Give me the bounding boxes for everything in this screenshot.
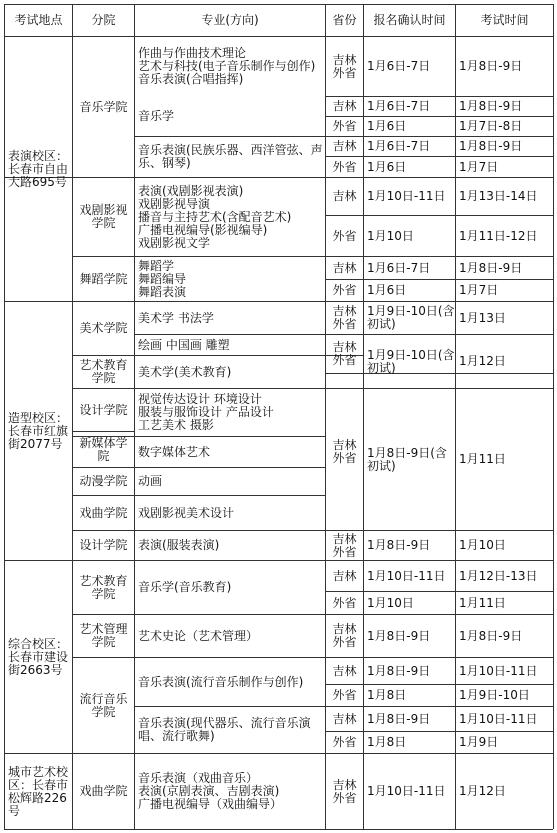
confirm-time: 1月8日-9日 [367, 538, 431, 552]
college-art-education: 艺术教育学院 [79, 358, 128, 385]
campus-performance: 表演校区：长春市自由大路695号 [8, 148, 69, 189]
exam-time: 1月10日-11日 [459, 663, 538, 678]
college-opera: 戏曲学院 [79, 505, 128, 520]
header-college: 分院 [91, 13, 116, 27]
college-dance: 舞蹈学院 [79, 271, 128, 286]
province-both: 吉林 外省 [332, 777, 357, 805]
major-stage-design: 戏剧影视美术设计 [138, 505, 235, 520]
confirm-time: 1月6日-7日 [367, 59, 431, 73]
exam-time: 1月12日-13日 [459, 568, 538, 583]
confirm-time: 1月8日-9日 [367, 628, 431, 643]
province-both: 吉林 外省 [332, 52, 357, 80]
province-jilin: 吉林 [332, 99, 357, 113]
exam-time: 1月8日-9日 [459, 628, 523, 643]
province-outside: 外省 [332, 159, 357, 174]
province-both: 吉林 外省 [332, 304, 357, 331]
confirm-time: 1月9日-10日(含初试) [367, 304, 455, 331]
exam-time: 1月8日-9日 [459, 260, 523, 275]
confirm-time: 1月9日-10日(含初试) [367, 347, 455, 375]
province-both: 吉林 外省 [332, 438, 357, 465]
major-animation: 动画 [138, 474, 163, 488]
exam-time: 1月8日-9日 [459, 59, 523, 73]
confirm-time: 1月10日 [367, 228, 414, 243]
confirm-time: 1月8日 [367, 735, 407, 749]
province-jilin: 吉林 [332, 663, 357, 678]
confirm-time: 1月6日 [367, 119, 407, 133]
province-jilin: 吉林 [332, 139, 357, 153]
major-instrumental: 音乐表演(民族乐器、西洋管弦、声乐、钢琴) [138, 143, 323, 170]
major-art-history: 艺术史论（艺术管理） [138, 628, 259, 643]
confirm-time: 1月8日-9日 [367, 711, 431, 726]
exam-time: 1月8日-9日 [459, 99, 523, 113]
province-jilin: 吉林 [332, 711, 357, 726]
header-province: 省份 [332, 13, 357, 27]
province-jilin: 吉林 [332, 568, 357, 583]
province-outside: 外省 [332, 283, 357, 297]
major-fine-arts-calligraphy: 美术学 书法学 [138, 310, 214, 325]
confirm-time: 1月8日-9日(含初试) [367, 445, 447, 473]
campus-urban-art: 城市艺术校区：长春市松辉路226号 [8, 764, 69, 818]
exam-time: 1月11日 [459, 595, 506, 610]
major-pop-performance: 音乐表演(现代器乐、流行音乐演唱、流行歌舞) [138, 716, 311, 743]
college-art-management: 艺术管理学院 [79, 622, 128, 649]
confirm-time: 1月10日-11日 [367, 189, 446, 203]
college-design-performance: 设计学院 [79, 538, 128, 552]
college-opera-2: 戏曲学院 [79, 784, 128, 798]
confirm-time: 1月6日-7日 [367, 99, 431, 113]
province-outside: 外省 [332, 688, 357, 702]
major-opera: 音乐表演（戏曲音乐） 表演(京剧表演、吉剧表演) 广播电视编导（戏曲编导） [138, 771, 283, 811]
header-exam-time: 考试时间 [480, 13, 529, 27]
major-digital-media: 数字媒体艺术 [138, 444, 211, 459]
confirm-time: 1月10日-11日 [367, 568, 446, 583]
header-confirm-time: 报名确认时间 [373, 13, 446, 27]
exam-time: 1月11日-12日 [459, 228, 538, 243]
exam-time: 1月13日-14日 [459, 189, 538, 203]
exam-time: 1月10日 [459, 538, 506, 552]
exam-time: 1月8日-9日 [459, 139, 523, 153]
campus-comprehensive: 综合校区：长春市建设街2663号 [8, 636, 69, 677]
major-dance: 舞蹈学 舞蹈编导 舞蹈表演 [138, 258, 187, 299]
province-both: 吉林 外省 [332, 622, 357, 649]
confirm-time: 1月8日-9日 [367, 663, 431, 678]
college-music: 音乐学院 [79, 99, 128, 114]
major-design: 视觉传达设计 环境设计 服装与服饰设计 产品设计 工艺美术 摄影 [138, 392, 274, 432]
exam-time: 1月7日 [459, 159, 499, 174]
province-jilin: 吉林 [332, 189, 357, 203]
major-drama-film: 表演(戏剧影视表演) 戏剧影视导演 播音与主持艺术(含配音艺术) 广播电视编导(影视编导) 戏剧影视文学 [138, 183, 292, 250]
exam-time: 1月10日-11日 [459, 711, 538, 726]
college-animation: 动漫学院 [79, 474, 128, 488]
exam-time: 1月7日 [459, 283, 499, 297]
exam-time: 1月11日 [459, 452, 506, 466]
confirm-time: 1月8日 [367, 688, 407, 702]
exam-time: 1月9日 [459, 735, 499, 749]
exam-time: 1月13日 [459, 310, 506, 325]
header-location: 考试地点 [14, 13, 63, 27]
major-musicology: 音乐学 [138, 109, 175, 123]
major-painting: 绘画 中国画 雕塑 [138, 337, 230, 352]
exam-time: 1月12日 [459, 354, 506, 368]
province-both: 吉林 外省 [332, 340, 357, 367]
province-both: 吉林 外省 [332, 531, 357, 559]
confirm-time: 1月10日-11日 [367, 784, 446, 798]
exam-time: 1月7日-8日 [459, 119, 523, 133]
college-art-education-2: 艺术教育学院 [79, 573, 128, 601]
major-fashion-performance: 表演(服装表演) [138, 538, 220, 552]
major-art-education: 美术学(美术教育) [138, 364, 232, 379]
major-composition: 作曲与作曲技术理论 艺术与科技(电子音乐制作与创作) 音乐表演(合唱指挥) [138, 46, 316, 86]
province-outside: 外省 [332, 119, 357, 133]
province-outside: 外省 [332, 228, 357, 243]
confirm-time: 1月10日 [367, 595, 414, 610]
exam-time: 1月9日-10日 [459, 688, 530, 702]
college-fine-arts: 美术学院 [79, 321, 128, 335]
province-outside: 外省 [332, 735, 357, 749]
confirm-time: 1月6日 [367, 159, 407, 174]
exam-time: 1月12日 [459, 784, 506, 798]
campus-fine-arts: 造型校区：长春市红旗街2077号 [8, 410, 69, 451]
college-pop-music: 流行音乐学院 [79, 691, 128, 719]
confirm-time: 1月6日 [367, 283, 407, 297]
major-pop-production: 音乐表演(流行音乐制作与创作) [138, 674, 304, 689]
major-music-education: 音乐学(音乐教育) [138, 580, 232, 594]
college-drama-film: 戏剧影视学院 [79, 203, 128, 230]
confirm-time: 1月6日-7日 [367, 139, 431, 153]
province-jilin: 吉林 [332, 260, 357, 275]
college-new-media: 新媒体学院 [79, 435, 128, 463]
confirm-time: 1月6日-7日 [367, 260, 431, 275]
province-outside: 外省 [332, 595, 357, 610]
header-major: 专业(方向) [201, 13, 259, 27]
college-design: 设计学院 [79, 402, 128, 417]
